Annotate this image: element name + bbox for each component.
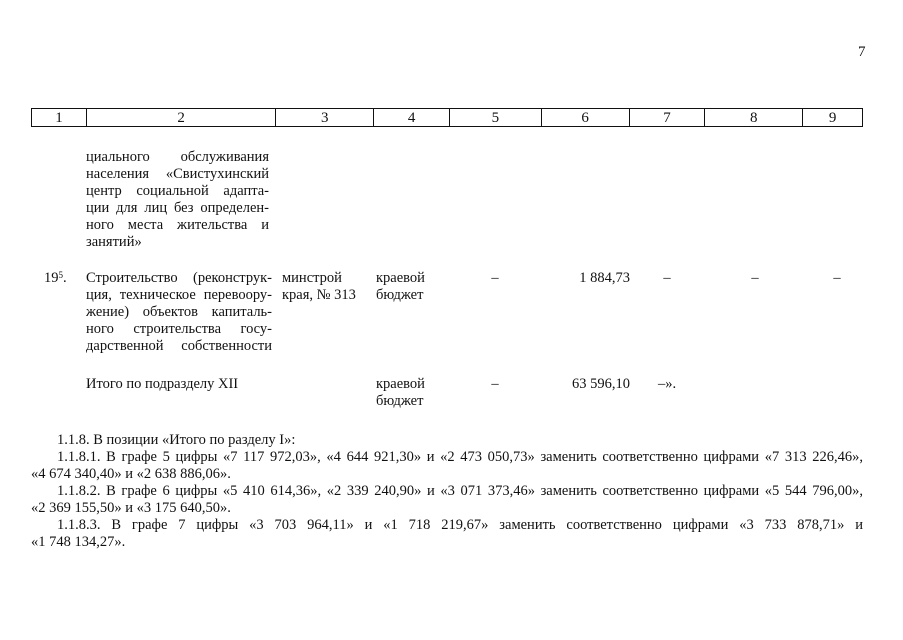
row-19-name-line: жение) объектов капиталь- [86,304,272,320]
row-19-source-line: краевой [376,270,425,286]
row-19-ministry-line: минстрой [282,270,342,286]
row-19-col6: 1 884,73 [579,270,630,286]
paragraph-1-1-8-3-line1: 1.1.8.3. В графе 7 цифры «3 703 964,11» и «1 718 219,67» заменить соответственно цифрами «3 733 878,71» и [57,517,863,533]
row-19-name-line: ция, техническое перевоору- [86,287,272,303]
page-number: 7 [858,44,866,60]
continuation-line: циального обслуживания [86,149,269,165]
header-col-4: 4 [373,109,449,126]
continuation-line: занятий» [86,234,142,250]
row-19-name-line: ного строительства госу- [86,321,272,337]
paragraph-1-1-8: 1.1.8. В позиции «Итого по разделу I»: [57,432,296,448]
row-19-name-line: Строительство (реконструк- [86,270,272,286]
row-19-col7: – [663,270,671,286]
amendment-paragraphs [31,432,863,551]
header-col-5: 5 [449,109,541,126]
row-19-number: $19^5$. [44,270,67,286]
header-col-6: 6 [541,109,629,126]
row-19-ministry-line: края, № 313 [282,287,356,303]
header-col-9: 9 [802,109,862,126]
continuation-line: ции для лиц без определен- [86,200,269,216]
row-19-source-cell [376,270,425,304]
paragraph-1-1-8-2-line1: 1.1.8.2. В графе 6 цифры «5 410 614,36», «2 339 240,90» и «3 071 373,46» заменить соответственно цифрами «5 544 796,00», [57,483,863,499]
total-row-source-line: краевой [376,376,425,392]
continuation-line: населения «Свистухинский [86,166,269,182]
row-19-col8: – [751,270,759,286]
total-row-source-line: бюджет [376,393,424,409]
paragraph-1-1-8-1-line2: «4 674 340,40» и «2 638 886,06». [31,466,231,482]
total-row-label: Итого по подразделу XII [86,376,239,392]
row-19-source-line: бюджет [376,287,424,303]
continuation-cell [86,149,269,251]
row-19-name-line: дарственной собственности [86,338,272,354]
total-row-source-cell [376,376,425,410]
row-19-name-cell [86,270,272,355]
continuation-line: ного места жительства и [86,217,269,233]
row-number-text: 19 [44,270,59,286]
paragraph-1-1-8-2-line2: «2 369 155,50» и «3 175 640,50». [31,500,231,516]
row-19-ministry-cell [282,270,356,304]
row-19-col9: – [833,270,841,286]
row-19-col5: – [491,270,499,286]
header-col-7: 7 [629,109,705,126]
header-col-2: 2 [86,109,276,126]
paragraph-1-1-8-3-line2: «1 748 134,27». [31,534,126,550]
total-row-col6: 63 596,10 [572,376,630,392]
row-number-superscript: 5 [58,270,63,280]
table-header-row [31,108,863,127]
paragraph-1-1-8-1-line1: 1.1.8.1. В графе 5 цифры «7 117 972,03», «4 644 921,30» и «2 473 050,73» заменить соответственно цифрами «7 313 226,46», [57,449,863,465]
header-col-3: 3 [275,109,373,126]
header-col-1: 1 [55,110,63,126]
total-row-col5: – [491,376,499,392]
total-row-col7: –». [658,376,677,392]
header-col-8: 8 [704,109,802,126]
continuation-line: центр социальной адапта- [86,183,269,199]
